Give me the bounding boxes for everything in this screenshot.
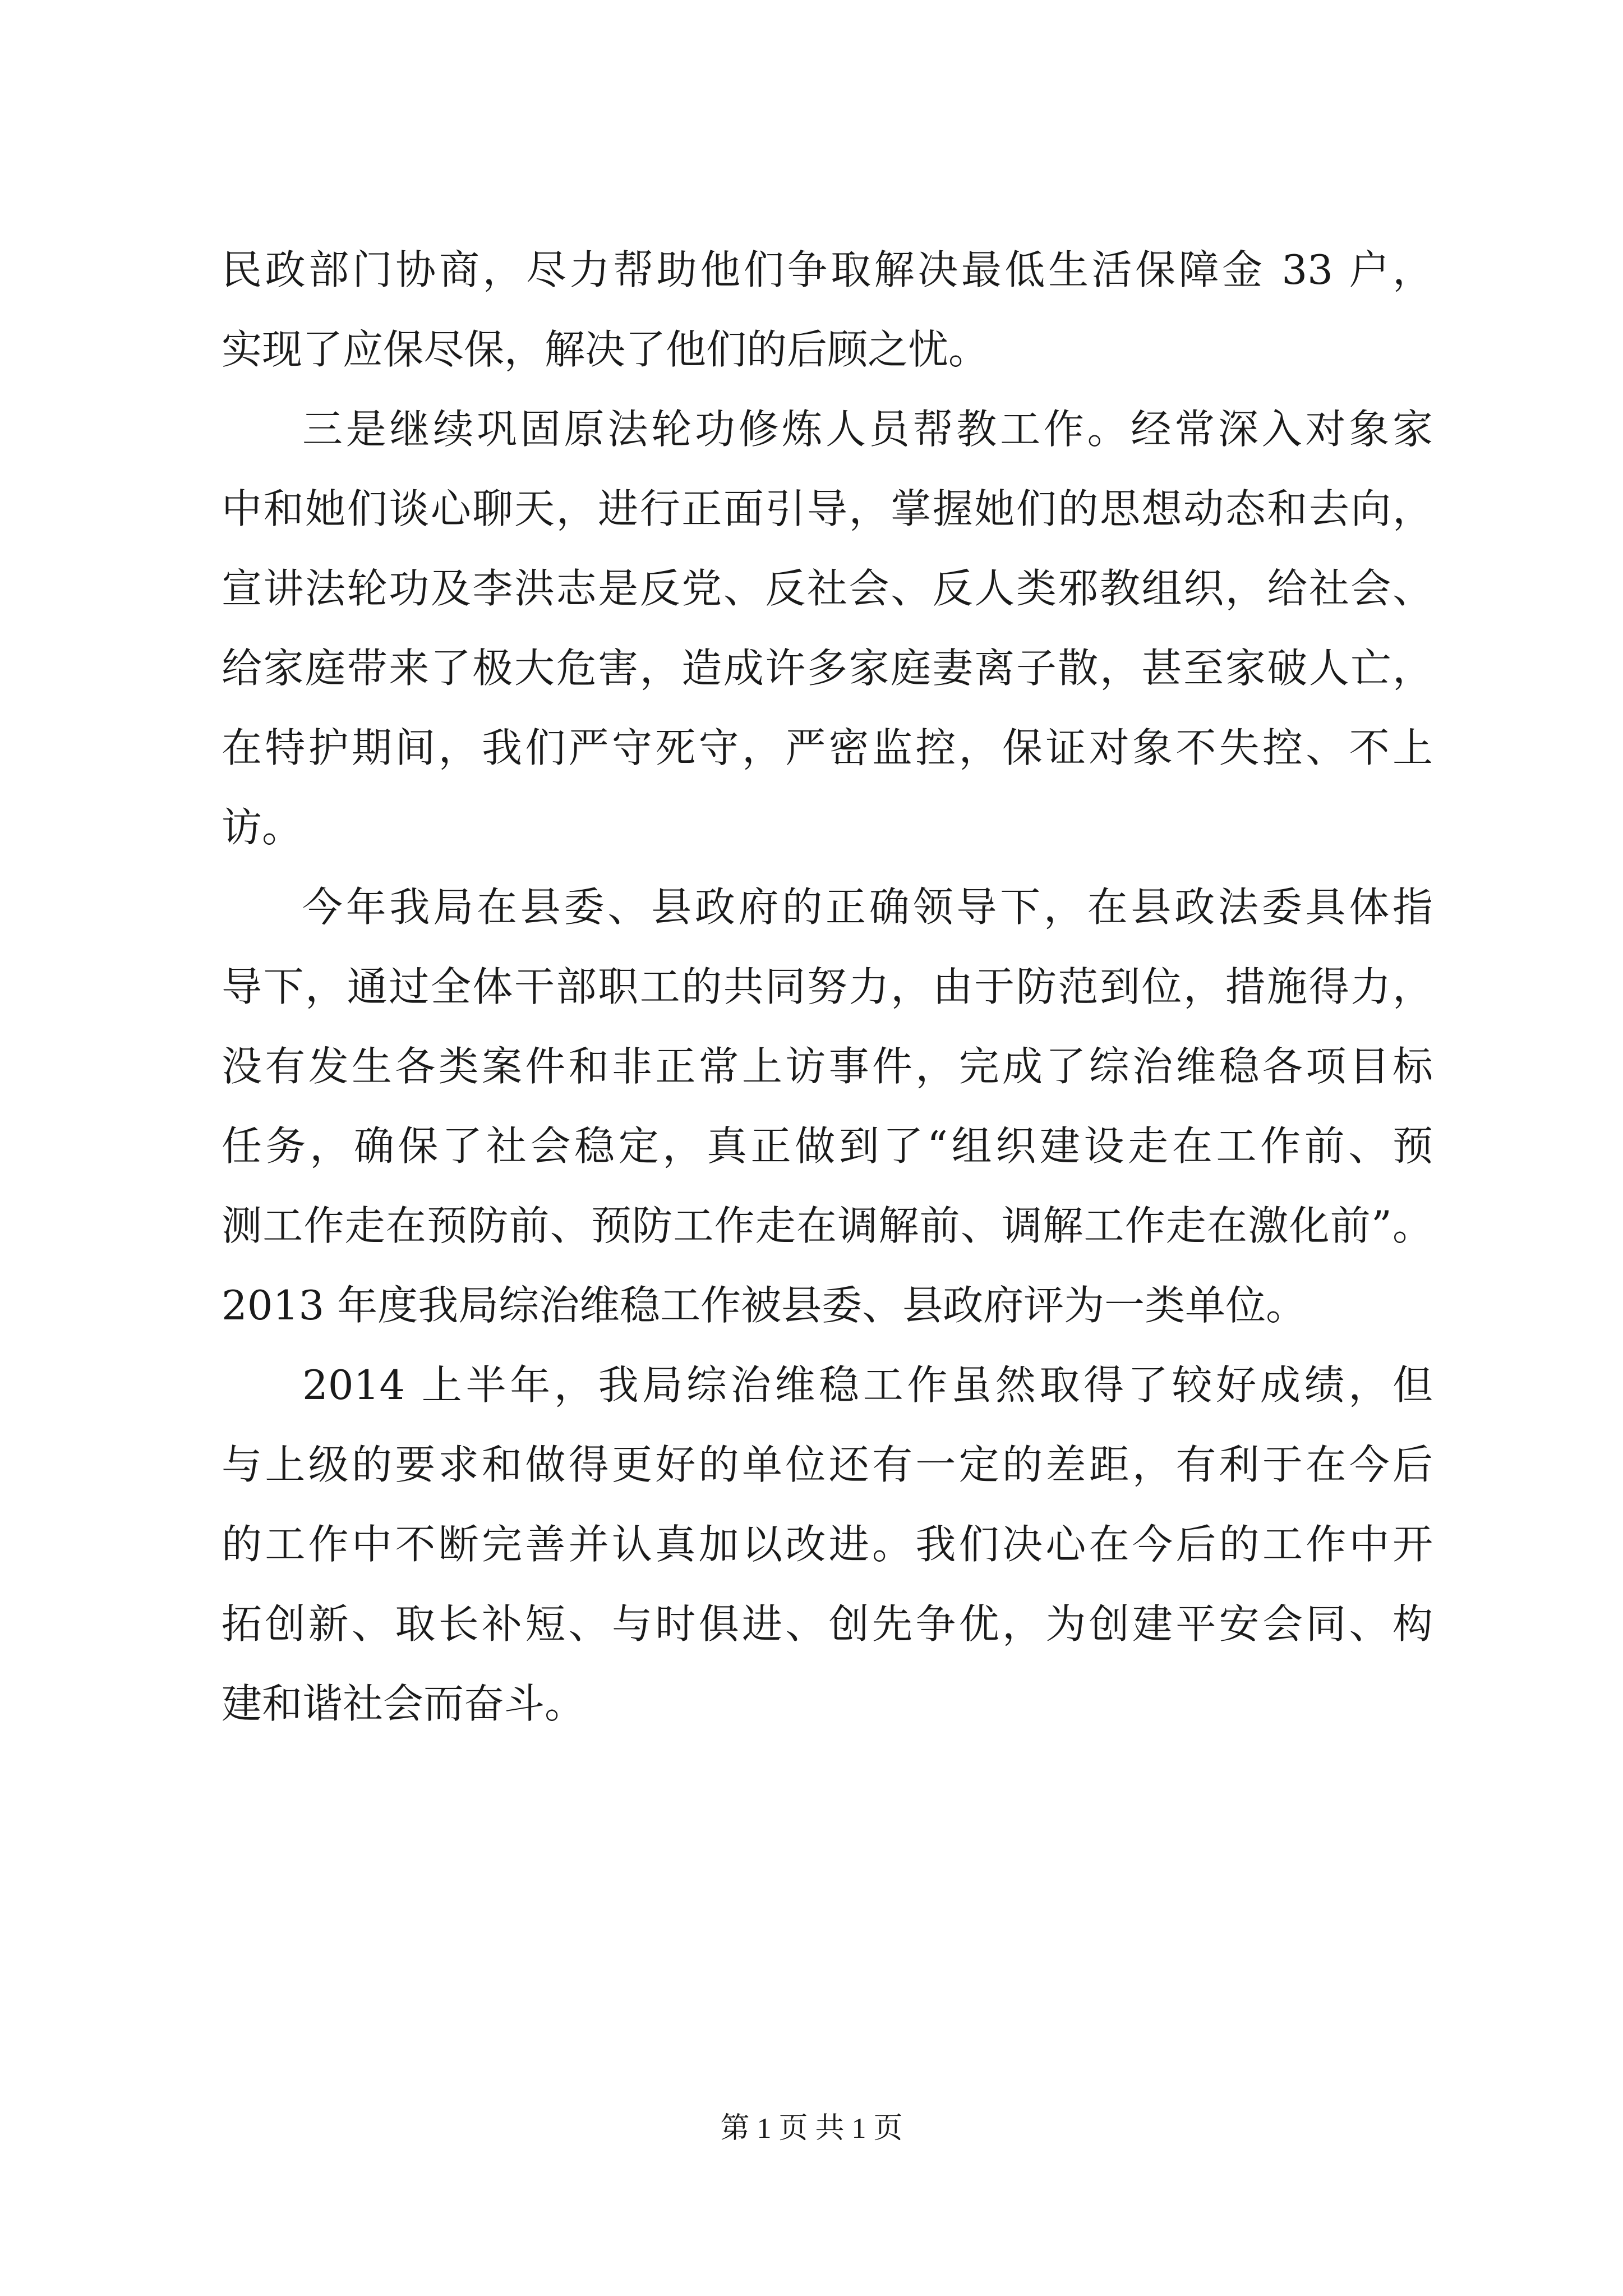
document-body [222, 230, 1433, 1743]
text-line: 中和她们谈心聊天，进行正面引导，掌握她们的思想动态和去向， [222, 485, 1433, 532]
paragraph-start-line: 今年我局在县委、县政府的正确领导下，在县政法委具体指 [302, 884, 1433, 931]
text-line: 2013 年度我局综治维稳工作被县委、县政府评为一类单位。 [222, 1282, 1307, 1329]
page-number-footer: 第 1 页 共 1 页 [720, 2113, 903, 2145]
paragraph-start-line: 三是继续巩固原法轮功修炼人员帮教工作。经常深入对象家 [302, 406, 1433, 453]
text-line: 的工作中不断完善并认真加以改进。我们决心在今后的工作中开 [222, 1521, 1433, 1568]
text-line: 拓创新、取长补短、与时俱进、创先争优，为创建平安会同、构 [222, 1600, 1433, 1648]
text-line: 实现了应保尽保，解决了他们的后顾之忧。 [222, 326, 989, 373]
text-line: 导下，通过全体干部职工的共同努力，由于防范到位，措施得力， [222, 963, 1433, 1010]
text-line: 在特护期间，我们严守死守，严密监控，保证对象不失控、不上 [222, 724, 1433, 771]
text-line: 宣讲法轮功及李洪志是反党、反社会、反人类邪教组织，给社会、 [222, 565, 1433, 612]
text-line: 访。 [222, 804, 303, 851]
text-line: 建和谐社会而奋斗。 [222, 1680, 585, 1727]
text-line: 没有发生各类案件和非正常上访事件，完成了综治维稳各项目标 [222, 1043, 1433, 1090]
paragraph-start-line: 2014 上半年，我局综治维稳工作虽然取得了较好成绩，但 [302, 1361, 1433, 1409]
text-line: 给家庭带来了极大危害，造成许多家庭妻离子散，甚至家破人亡， [222, 645, 1433, 692]
text-line: 民政部门协商，尽力帮助他们争取解决最低生活保障金 33 户， [222, 246, 1433, 293]
text-line: 与上级的要求和做得更好的单位还有一定的差距，有利于在今后 [222, 1441, 1433, 1488]
text-line: 测工作走在预防前、预防工作走在调解前、调解工作走在激化前”。 [222, 1202, 1433, 1249]
text-line: 任务，确保了社会稳定，真正做到了“组织建设走在工作前、预 [222, 1122, 1433, 1170]
